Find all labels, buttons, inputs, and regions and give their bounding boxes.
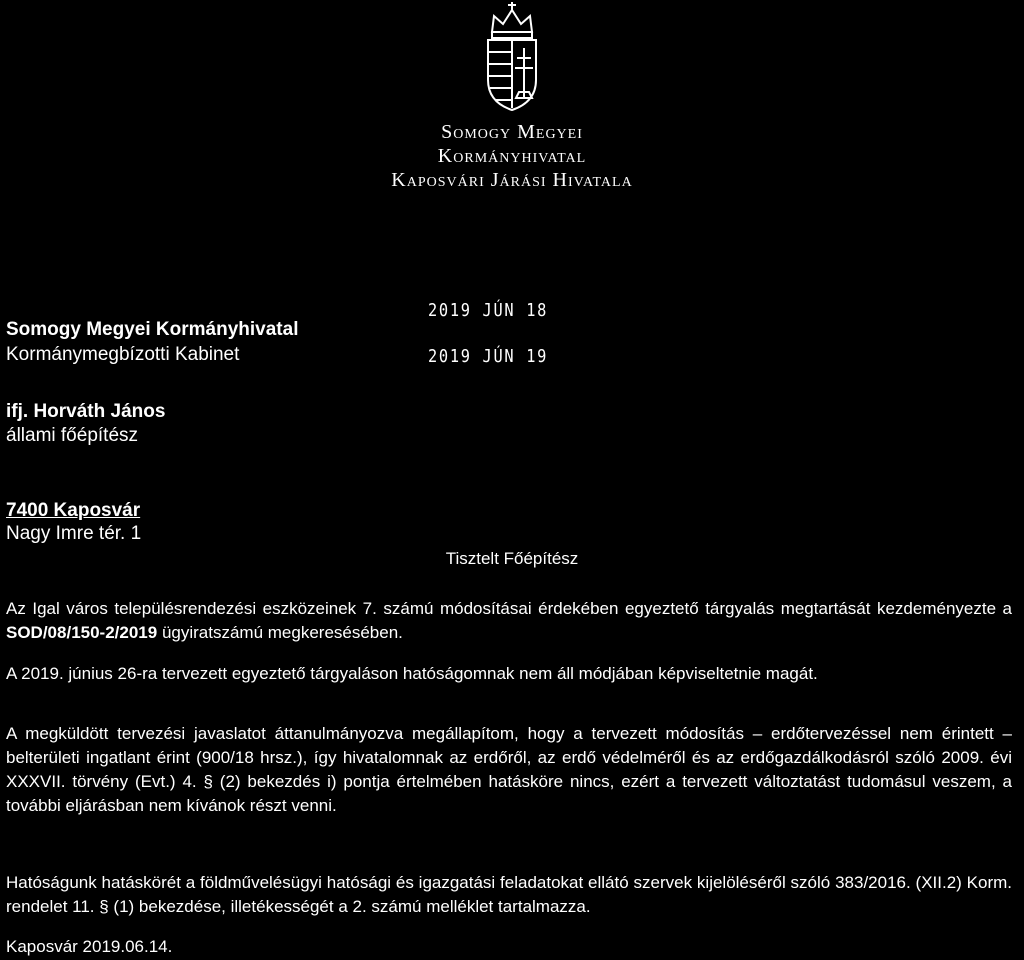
case-number: SOD/08/150-2/2019 bbox=[6, 623, 158, 642]
paragraph-1-start: Az Igal város településrendezési eszközeinek 7. számú módosításai érdekében egyeztető tárgyalás megtartását kezdeményezte a bbox=[6, 599, 1012, 618]
recipient-city: 7400 Kaposvár bbox=[6, 500, 141, 521]
paragraph-1 bbox=[6, 597, 1012, 645]
recipient-department: Kormánymegbízotti Kabinet bbox=[6, 344, 240, 365]
recipient-street: Nagy Imre tér. 1 bbox=[6, 523, 142, 544]
paragraph-3 bbox=[6, 722, 1012, 818]
received-stamp-2: 2019 JÚN 19 bbox=[428, 346, 549, 367]
issuing-office-header bbox=[0, 120, 1024, 192]
received-stamp-1: 2019 JÚN 18 bbox=[428, 300, 549, 321]
office-line-1: Somogy Megyei bbox=[441, 121, 583, 143]
coat-of-arms-icon bbox=[474, 2, 550, 112]
recipient-title: állami főépítész bbox=[6, 425, 139, 446]
office-line-2: Kormányhivatal bbox=[437, 145, 587, 167]
salutation: Tisztelt Főépítész bbox=[445, 549, 579, 568]
paragraph-4-text: Hatóságunk hatáskörét a földművelésügyi hatósági és igazgatási feladatokat ellátó szervek kijelöléséről szóló 383/2016. (XII.2) Korm. rendelet 11. § (1) bekezdése, illetékességét a 2. számú melléklet tartalmazza. bbox=[6, 873, 1012, 916]
closing-date bbox=[6, 935, 1012, 959]
office-line-3: Kaposvári Járási Hivatala bbox=[391, 169, 633, 191]
paragraph-3-text: A megküldött tervezési javaslatot áttanulmányozva megállapítom, hogy a tervezett módosítás – erdőtervezéssel nem érintett – belterületi ingatlant érint (900/18 hrsz.), így hivatalomnak az erdőről, az erdő védelméről és az erdőgazdálkodásról szóló 2009. évi XXXVII. törvény (Evt.) 4. § (2) bekezdés i) pontja értelmében hatásköre nincs, ezért a tervezett változtatást tudomásul veszem, a további eljárásban nem kívánok részt venni. bbox=[6, 724, 1012, 815]
recipient-organization: Somogy Megyei Kormányhivatal bbox=[6, 319, 299, 340]
paragraph-2-text: A 2019. június 26-ra tervezett egyeztető tárgyaláson hatóságomnak nem áll módjában képviseltetnie magát. bbox=[6, 664, 818, 683]
paragraph-2 bbox=[6, 662, 1012, 686]
recipient-name: ifj. Horváth János bbox=[6, 401, 166, 422]
closing-date-text: Kaposvár 2019.06.14. bbox=[6, 937, 173, 956]
paragraph-1-end: ügyiratszámú megkeresésében. bbox=[157, 623, 403, 642]
paragraph-4 bbox=[6, 871, 1012, 919]
